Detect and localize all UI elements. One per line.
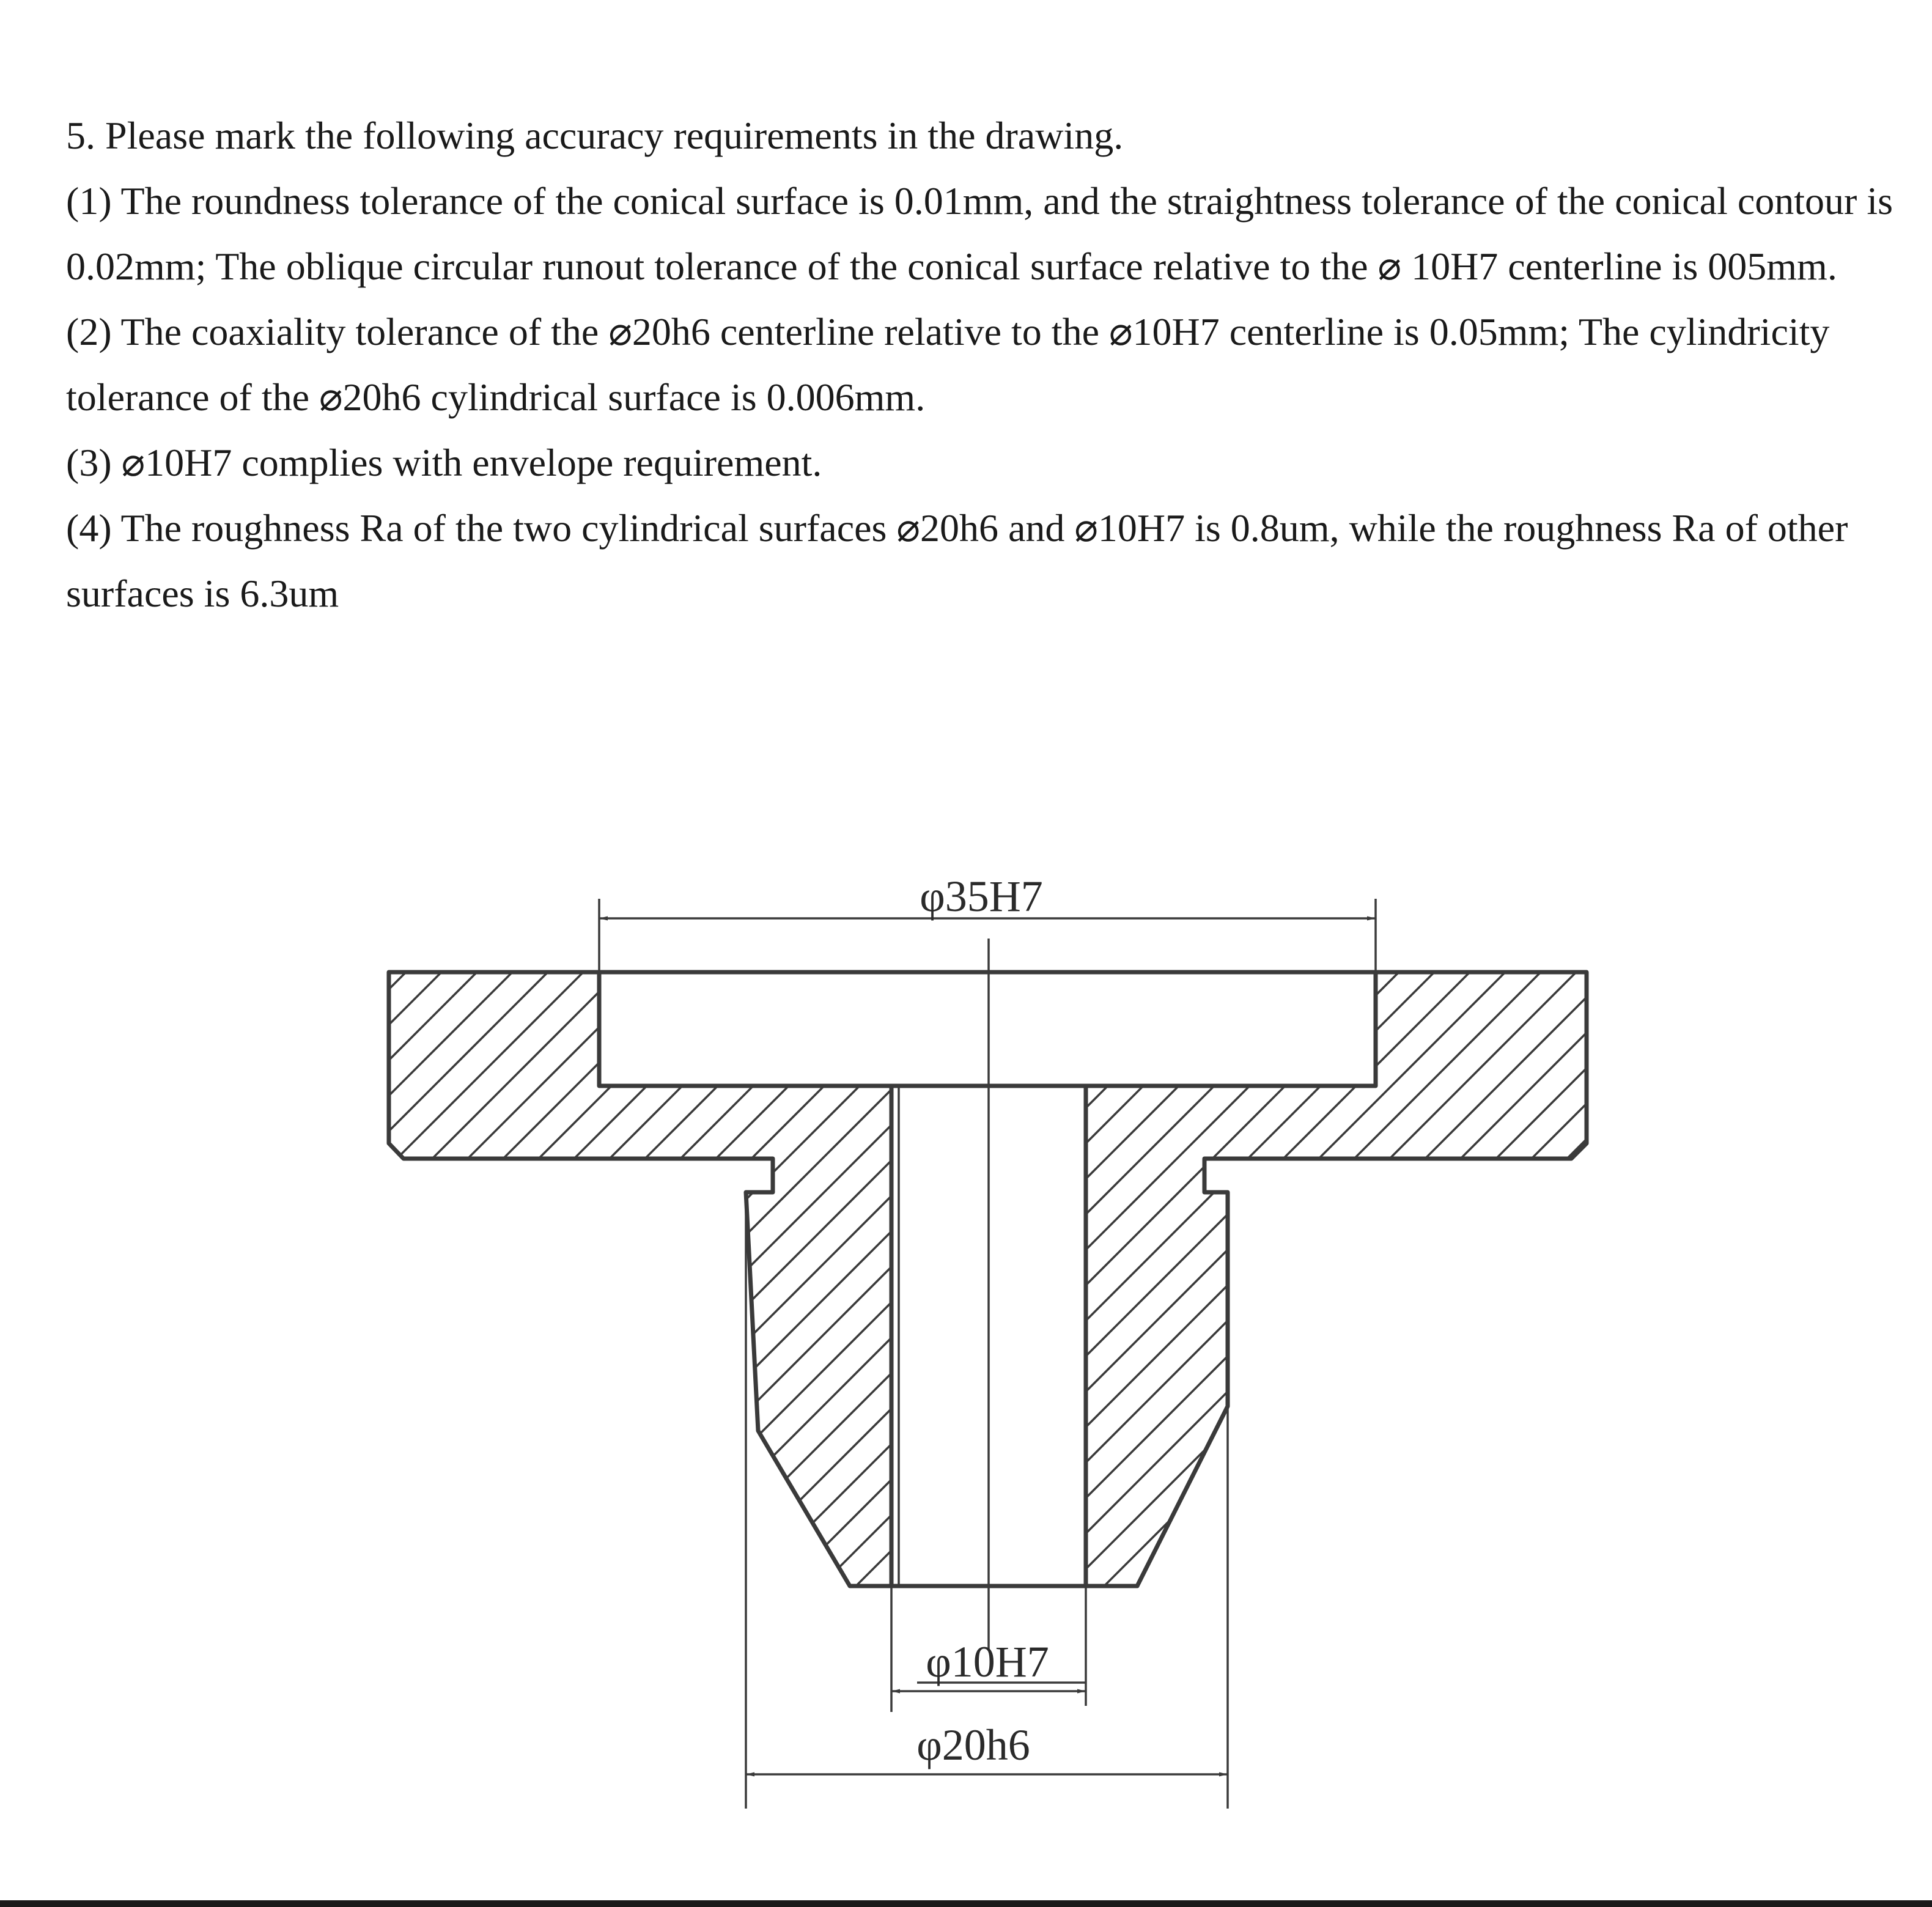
hatch-line-left: [0, 611, 767, 1907]
hatch-line-left: [344, 611, 1689, 1907]
hatch-line-right: [734, 611, 1932, 1907]
hatch-line-left: [273, 611, 1618, 1907]
hatch-line-left: [0, 611, 306, 1907]
hatch-line-left: [485, 611, 1831, 1907]
hatch-line-left: [1159, 611, 1932, 1907]
hatch-line-left: [0, 611, 1263, 1907]
hatch-line-left: [0, 611, 873, 1907]
hatch-line-left: [663, 611, 1932, 1907]
hatch-line-right: [0, 611, 696, 1907]
hatch-line-left: [1195, 611, 1932, 1907]
hatch-line-left: [379, 611, 1724, 1907]
hatch-line-left: [166, 611, 1511, 1907]
hatch-line-right: [0, 611, 979, 1907]
hatch-line-right: [0, 611, 944, 1907]
hatch-line-left: [0, 611, 412, 1907]
hatch-line-left: [627, 611, 1932, 1907]
hatch-line-left: [60, 611, 1405, 1907]
hatch-line-left: [698, 611, 1932, 1907]
hatch-line-right: [0, 611, 660, 1907]
hatch-line-right: [876, 611, 1932, 1907]
hatch-line-left: [0, 611, 1086, 1907]
hatch-line-right: [982, 611, 1932, 1907]
hatch-line-right: [0, 611, 554, 1907]
hatch-line-right: [521, 611, 1866, 1907]
question-item-2: (2) The coaxiality tolerance of the ⌀20h6 centerline relative to the ⌀10H7 centerline is 0.05mm; The cylindricity tolerance of the ⌀20h6 cylindrical surface is 0.006mm.: [66, 310, 1840, 419]
hatch-line-left: [0, 611, 909, 1907]
hatch-line-left: [1017, 611, 1932, 1907]
hatch-line-left: [0, 611, 1299, 1907]
hatch-line-left: [131, 611, 1476, 1907]
hatch-line-right: [1088, 611, 1932, 1907]
hatch-line-right: [840, 611, 1932, 1907]
hatch-line-right: [450, 611, 1795, 1907]
hatch-line-right: [0, 611, 483, 1907]
hatch-line-right: [0, 611, 802, 1907]
question-item-4: (4) The roughness Ra of the two cylindrical surfaces ⌀20h6 and ⌀10H7 is 0.8um, while the roughness Ra of other surfaces is 6.3um: [66, 506, 1858, 615]
hatch-line-right: [0, 611, 838, 1907]
hatch-line-right: [0, 611, 1192, 1907]
hatch-line-left: [308, 611, 1653, 1907]
hatch-line-right: [485, 611, 1831, 1907]
hatch-line-right: [60, 611, 1405, 1907]
hatch-line-right: [0, 611, 448, 1907]
hatch-line-left: [1266, 611, 1932, 1907]
hatch-line-right: [131, 611, 1476, 1907]
hatch-line-right: [1124, 611, 1932, 1907]
hatch-line-left: [0, 611, 1334, 1907]
hatch-line-right: [0, 611, 1299, 1907]
hatch-line-left: [805, 611, 1932, 1907]
hatch-line-left: [1301, 611, 1932, 1907]
hatch-line-left: [734, 611, 1932, 1907]
hatch-line-right: [166, 611, 1511, 1907]
hatch-line-left: [0, 611, 660, 1907]
hatch-line-left: [946, 611, 1932, 1907]
hatch-line-left: [1337, 611, 1932, 1907]
hatch-line-left: [237, 611, 1582, 1907]
dim-35h7-label: φ35H7: [920, 872, 1043, 921]
counterbore-outline: [599, 972, 1376, 1086]
hatch-left: [0, 611, 1932, 1907]
hatch-line-right: [0, 611, 412, 1907]
hatch-line-right: [344, 611, 1689, 1907]
hatch-line-right: [0, 611, 518, 1907]
hatch-line-left: [1124, 611, 1932, 1907]
hatch-line-left: [0, 611, 1157, 1907]
hatch-line-left: [0, 611, 696, 1907]
hatch-line-left: [24, 611, 1370, 1907]
hatch-line-right: [769, 611, 1932, 1907]
hatch-line-right: [1159, 611, 1932, 1907]
hatch-line-left: [0, 611, 802, 1907]
hatch-line-left: [0, 611, 554, 1907]
hatch-line-right: [95, 611, 1440, 1907]
hatch-line-right: [663, 611, 1932, 1907]
hatch-line-left: [876, 611, 1932, 1907]
bottom-rule: [0, 1900, 1932, 1907]
hatch-line-right: [0, 611, 306, 1907]
hatch-line-right: [946, 611, 1932, 1907]
hatch-line-left: [0, 611, 625, 1907]
dim-20h6-label: φ20h6: [916, 1721, 1030, 1769]
hatch-line-right: [1301, 611, 1932, 1907]
hatch-line-right: [1017, 611, 1932, 1907]
hatch-line-right: [0, 611, 625, 1907]
hatch-line-left: [1088, 611, 1932, 1907]
hatch-line-left: [0, 611, 944, 1907]
hatch-line-right: [0, 611, 1334, 1907]
hatch-line-right: [237, 611, 1582, 1907]
hatch-line-right: [24, 611, 1370, 1907]
hatch-line-left: [0, 611, 1121, 1907]
hatch-line-right: [0, 611, 377, 1907]
hatch-line-left: [0, 611, 979, 1907]
hatch-line-left: [0, 611, 838, 1907]
hatch-line-left: [0, 611, 1228, 1907]
hatch-line-left: [450, 611, 1795, 1907]
hatch-line-right: [0, 611, 1121, 1907]
hatch-line-left: [0, 611, 341, 1907]
hatch-line-right: [1053, 611, 1932, 1907]
hatch-line-left: [911, 611, 1932, 1907]
hatch-line-right: [0, 611, 1263, 1907]
dim-10h7-label: φ10H7: [926, 1637, 1049, 1686]
hatch-right: [0, 611, 1932, 1907]
hatch-line-right: [0, 611, 873, 1907]
hatch-line-left: [1053, 611, 1932, 1907]
hatch-line-right: [0, 611, 1228, 1907]
question-item-3: (3) ⌀10H7 complies with envelope requirement.: [66, 441, 822, 484]
hatch-line-right: [202, 611, 1547, 1907]
hatch-line-right: [0, 611, 589, 1907]
hatch-line-right: [0, 611, 1086, 1907]
hatch-line-right: [0, 611, 341, 1907]
hatch-line-left: [521, 611, 1866, 1907]
hatch-line-left: [840, 611, 1932, 1907]
hatch-line-right: [379, 611, 1724, 1907]
hatch-line-right: [1337, 611, 1932, 1907]
hatch-line-left: [0, 611, 518, 1907]
hatch-line-left: [0, 611, 589, 1907]
hatch-line-right: [805, 611, 1932, 1907]
hatch-line-left: [95, 611, 1440, 1907]
hatch-line-right: [0, 611, 909, 1907]
hatch-line-right: [0, 611, 731, 1907]
hatch-line-left: [0, 611, 1192, 1907]
hatch-line-right: [0, 611, 1157, 1907]
hatch-line-right: [1266, 611, 1932, 1907]
hatch-line-left: [0, 611, 448, 1907]
question-title: 5. Please mark the following accuracy requirements in the drawing.: [66, 114, 1124, 157]
hatch-line-right: [1195, 611, 1932, 1907]
hatch-line-right: [273, 611, 1618, 1907]
hatch-line-right: [911, 611, 1932, 1907]
hatch-line-right: [1230, 611, 1932, 1907]
hatch-line-right: [0, 611, 767, 1907]
hatch-line-right: [308, 611, 1653, 1907]
hatch-line-left: [0, 611, 483, 1907]
hatch-line-left: [202, 611, 1547, 1907]
hatch-line-left: [0, 611, 377, 1907]
hatch-line-left: [982, 611, 1932, 1907]
question-item-1: (1) The roundness tolerance of the conical surface is 0.01mm, and the straightness tolerance of the conical contour is 0.02mm; The oblique circular runout tolerance of the conical surface relative to the ⌀ 10H7 centerline is 005mm.: [66, 179, 1903, 288]
hatch-line-left: [769, 611, 1932, 1907]
hatch-line-right: [698, 611, 1932, 1907]
hatch-line-left: [0, 611, 731, 1907]
hatch-line-right: [627, 611, 1932, 1907]
hatch-line-left: [1230, 611, 1932, 1907]
